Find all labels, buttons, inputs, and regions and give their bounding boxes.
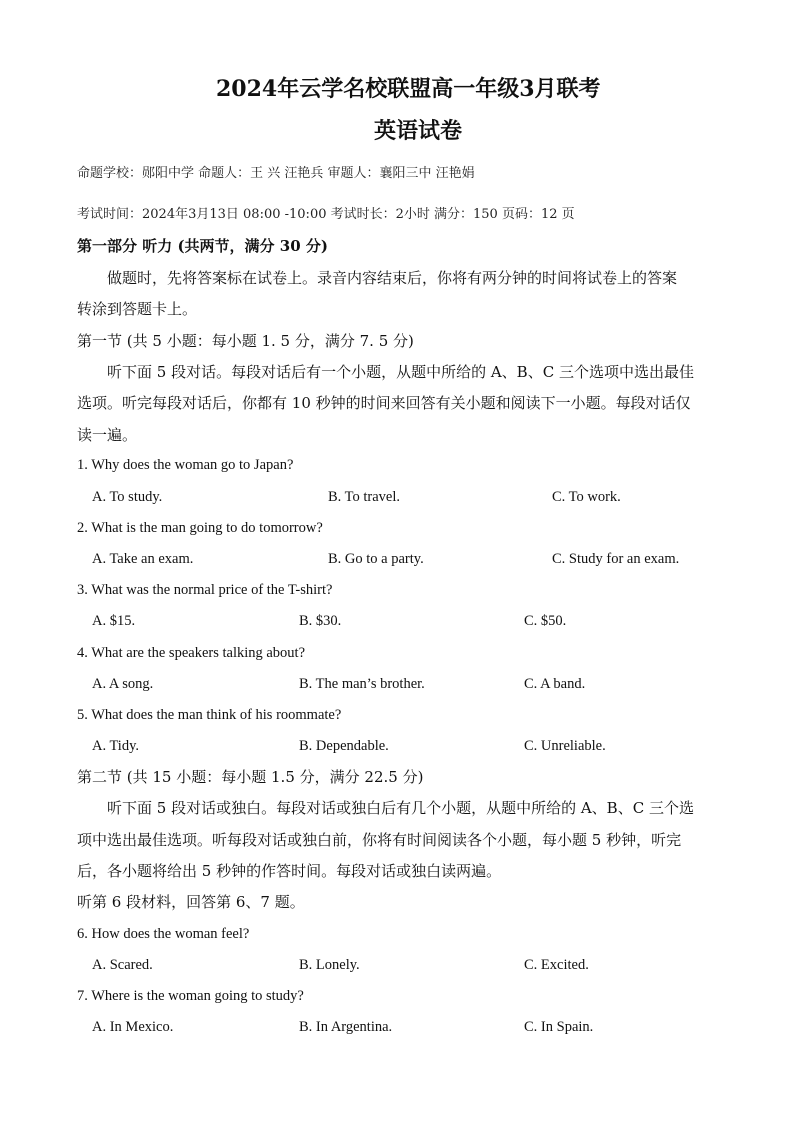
exam-title: 2024年云学名校联盟高一年级3月联考	[216, 76, 601, 102]
q6-option-b: B. Lonely.	[299, 957, 360, 973]
q3-option-b: B. $30.	[299, 613, 342, 629]
q2-option-c: C. Study for an exam.	[552, 551, 680, 567]
q3-option-c: C. $50.	[524, 613, 567, 629]
section2-instr-line3: 后，各小题将给出 5 秒钟的作答时间。每段对话或独白读两遍。	[77, 862, 502, 880]
q7-option-a: A. In Mexico.	[92, 1019, 174, 1035]
section1-heading: 第一节 (共 5 小题：每小题 1. 5 分，满分 7. 5 分)	[77, 332, 414, 350]
part1-intro-line2: 转涂到答题卡上。	[77, 300, 198, 318]
section1-instr-line3: 读一遍。	[77, 426, 138, 444]
q4-option-a: A. A song.	[92, 676, 154, 692]
q5-option-a: A. Tidy.	[92, 738, 140, 754]
q4-option-b: B. The man’s brother.	[299, 676, 425, 692]
question-7: 7. Where is the woman going to study?	[77, 988, 304, 1004]
q1-option-c: C. To work.	[552, 489, 621, 505]
section2-instr-line2: 项中选出最佳选项。听每段对话或独白前，你将有时间阅读各个小题，每小题 5 秒钟，听完	[77, 831, 682, 849]
q6-option-c: C. Excited.	[524, 957, 589, 973]
question-4: 4. What are the speakers talking about?	[77, 645, 306, 661]
question-1: 1. Why does the woman go to Japan?	[77, 457, 294, 473]
part1-heading: 第一部分 听力 (共两节，满分 30 分)	[77, 237, 328, 255]
section1-instr-line1: 听下面 5 段对话。每段对话后有一个小题，从题中所给的 A、B、C 三个选项中选出最佳	[107, 363, 694, 381]
q7-option-b: B. In Argentina.	[299, 1019, 393, 1035]
section2-heading: 第二节 (共 15 小题：每小题 1.5 分，满分 22.5 分)	[77, 768, 424, 786]
q5-option-c: C. Unreliable.	[524, 738, 606, 754]
section1-instr-line2: 选项。听完每段对话后，你都有 10 秒钟的时间来回答有关小题和阅读下一小题。每段对话仅	[77, 394, 691, 412]
q2-option-b: B. Go to a party.	[328, 551, 424, 567]
question-6: 6. How does the woman feel?	[77, 926, 250, 942]
question-2: 2. What is the man going to do tomorrow?	[77, 520, 323, 536]
exam-info-line: 考试时间：2024年3月13日 08:00 -10:00 考试时长：2小时 满分：150 页码：12 页	[77, 207, 575, 222]
q7-option-c: C. In Spain.	[524, 1019, 594, 1035]
q1-option-b: B. To travel.	[328, 489, 401, 505]
section2-instr-line1: 听下面 5 段对话或独白。每段对话或独白后有几个小题，从题中所给的 A、B、C 三个选	[107, 799, 694, 817]
material-6-label: 听第 6 段材料，回答第 6、7 题。	[77, 893, 305, 911]
q1-option-a: A. To study.	[92, 489, 163, 505]
q4-option-c: C. A band.	[524, 676, 586, 692]
question-3: 3. What was the normal price of the T-shirt?	[77, 582, 333, 598]
q6-option-a: A. Scared.	[92, 957, 153, 973]
exam-subtitle: 英语试卷	[374, 118, 463, 144]
q2-option-a: A. Take an exam.	[92, 551, 194, 567]
question-5: 5. What does the man think of his roommate?	[77, 707, 342, 723]
part1-intro-line1: 做题时，先将答案标在试卷上。录音内容结束后，你将有两分钟的时间将试卷上的答案	[107, 269, 678, 287]
q5-option-b: B. Dependable.	[299, 738, 389, 754]
proposition-line: 命题学校：郧阳中学 命题人：王 兴 汪艳兵 审题人：襄阳三中 汪艳娟	[77, 166, 475, 181]
q3-option-a: A. $15.	[92, 613, 136, 629]
